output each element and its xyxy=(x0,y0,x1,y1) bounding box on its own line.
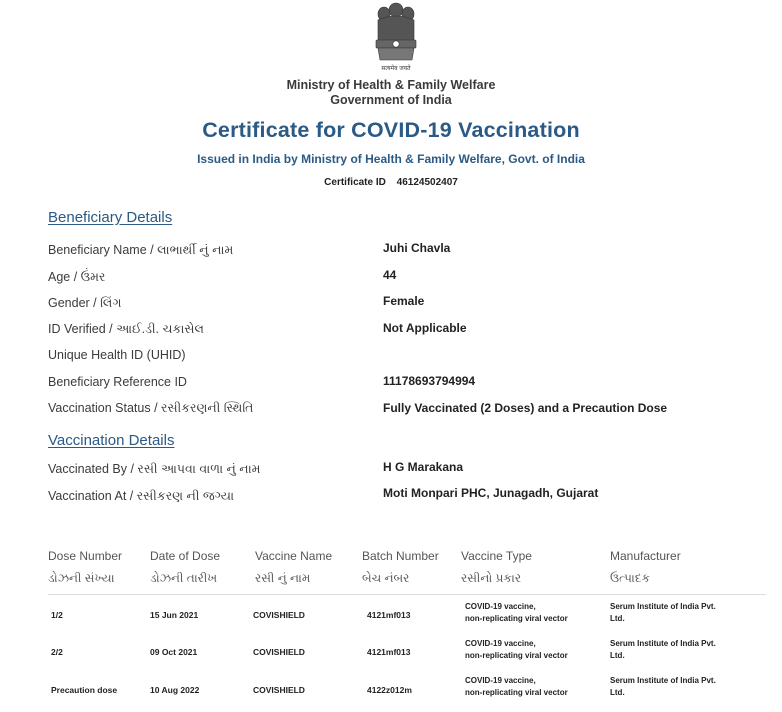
emblem-motto: सत्यमेव जयते xyxy=(381,66,411,72)
reference-id-value: 11178693794994 xyxy=(383,374,476,388)
date-cell: 15 Jun 2021 xyxy=(150,610,199,620)
table-row xyxy=(0,638,782,670)
beneficiary-name-label: Beneficiary Name / લાભાર્થી નું નામ xyxy=(48,243,234,257)
certificate-id-label: Certificate ID xyxy=(324,177,386,188)
header-manufacturer-gu: ઉત્પાદક xyxy=(610,571,650,585)
manufacturer-line2: Ltd. xyxy=(610,614,625,623)
manufacturer-line1: Serum Institute of India Pvt. xyxy=(610,639,716,648)
vaccine-type-line2: non-replicating viral vector xyxy=(465,614,568,623)
vaccination-at-label: Vaccination At / રસીકરણ ની જગ્યા xyxy=(48,489,235,503)
manufacturer-line1: Serum Institute of India Pvt. xyxy=(610,602,716,611)
table-row xyxy=(0,675,782,707)
vaccinated-by-value: H G Marakana xyxy=(383,460,464,474)
vaccination-status-label: Vaccination Status / રસીકરણની સ્થિતિ xyxy=(48,401,254,415)
dose-number-cell: 2/2 xyxy=(51,647,63,657)
batch-cell: 4121mf013 xyxy=(367,647,411,657)
certificate-id-value: 46124502407 xyxy=(396,177,458,188)
header-batch-number-gu: બેચ નંબર xyxy=(362,571,410,585)
vaccine-type-line1: COVID-19 vaccine, xyxy=(465,639,536,648)
age-label: Age / ઉંમર xyxy=(48,270,106,284)
vaccine-name-cell: COVISHIELD xyxy=(253,685,305,695)
manufacturer-line2: Ltd. xyxy=(610,651,625,660)
gender-value: Female xyxy=(383,294,425,308)
vaccination-details-heading: Vaccination Details xyxy=(48,432,175,449)
age-value: 44 xyxy=(383,268,397,282)
header-date-of-dose-gu: ડોઝની તારીખ xyxy=(150,571,218,585)
table-header-divider xyxy=(48,594,766,595)
uhid-label: Unique Health ID (UHID) xyxy=(48,348,186,362)
vaccination-at-value: Moti Monpari PHC, Junagadh, Gujarat xyxy=(383,486,599,500)
ministry-name: Ministry of Health & Family Welfare xyxy=(286,78,496,92)
header-vaccine-type: Vaccine Type xyxy=(461,549,532,563)
header-vaccine-name-gu: રસી નું નામ xyxy=(255,571,311,585)
manufacturer-line2: Ltd. xyxy=(610,688,625,697)
vaccine-type-line1: COVID-19 vaccine, xyxy=(465,676,536,685)
beneficiary-details-heading: Beneficiary Details xyxy=(48,209,173,226)
header-manufacturer: Manufacturer xyxy=(610,549,681,563)
date-cell: 09 Oct 2021 xyxy=(150,647,198,657)
gender-label: Gender / લિંગ xyxy=(48,296,122,310)
manufacturer-line1: Serum Institute of India Pvt. xyxy=(610,676,716,685)
vaccine-type-line2: non-replicating viral vector xyxy=(465,688,568,697)
batch-cell: 4121mf013 xyxy=(367,610,411,620)
reference-id-label: Beneficiary Reference ID xyxy=(48,375,187,389)
date-cell: 10 Aug 2022 xyxy=(150,685,200,695)
id-verified-label: ID Verified / આઈ.ડી. ચકાસેલ xyxy=(48,322,204,336)
header-batch-number: Batch Number xyxy=(362,549,439,563)
vaccine-type-line2: non-replicating viral vector xyxy=(465,651,568,660)
dose-number-cell: 1/2 xyxy=(51,610,63,620)
vaccine-name-cell: COVISHIELD xyxy=(253,610,305,620)
header-dose-number-gu: ડોઝની સંખ્યા xyxy=(48,571,115,585)
id-verified-value: Not Applicable xyxy=(383,321,467,335)
certificate-id xyxy=(0,177,782,188)
certificate-title: Certificate for COVID-19 Vaccination xyxy=(202,118,580,142)
batch-cell: 4122z012m xyxy=(367,685,412,695)
header-vaccine-name: Vaccine Name xyxy=(255,549,333,563)
header-vaccine-type-gu: રસીનો પ્રકાર xyxy=(461,571,522,585)
table-row xyxy=(0,600,782,632)
header-date-of-dose: Date of Dose xyxy=(150,549,221,563)
beneficiary-name-value: Juhi Chavla xyxy=(383,241,451,255)
vaccine-type-line1: COVID-19 vaccine, xyxy=(465,602,536,611)
vaccine-name-cell: COVISHIELD xyxy=(253,647,305,657)
issued-by: Issued in India by Ministry of Health & Family Welfare, Govt. of India xyxy=(197,152,585,166)
vaccinated-by-label: Vaccinated By / રસી આપવા વાળા નું નામ xyxy=(48,462,261,476)
government-name: Government of India xyxy=(330,93,452,107)
dose-number-cell: Precaution dose xyxy=(51,685,118,695)
header-dose-number: Dose Number xyxy=(48,549,123,563)
vaccination-status-value: Fully Vaccinated (2 Doses) and a Precaution Dose xyxy=(383,401,668,415)
